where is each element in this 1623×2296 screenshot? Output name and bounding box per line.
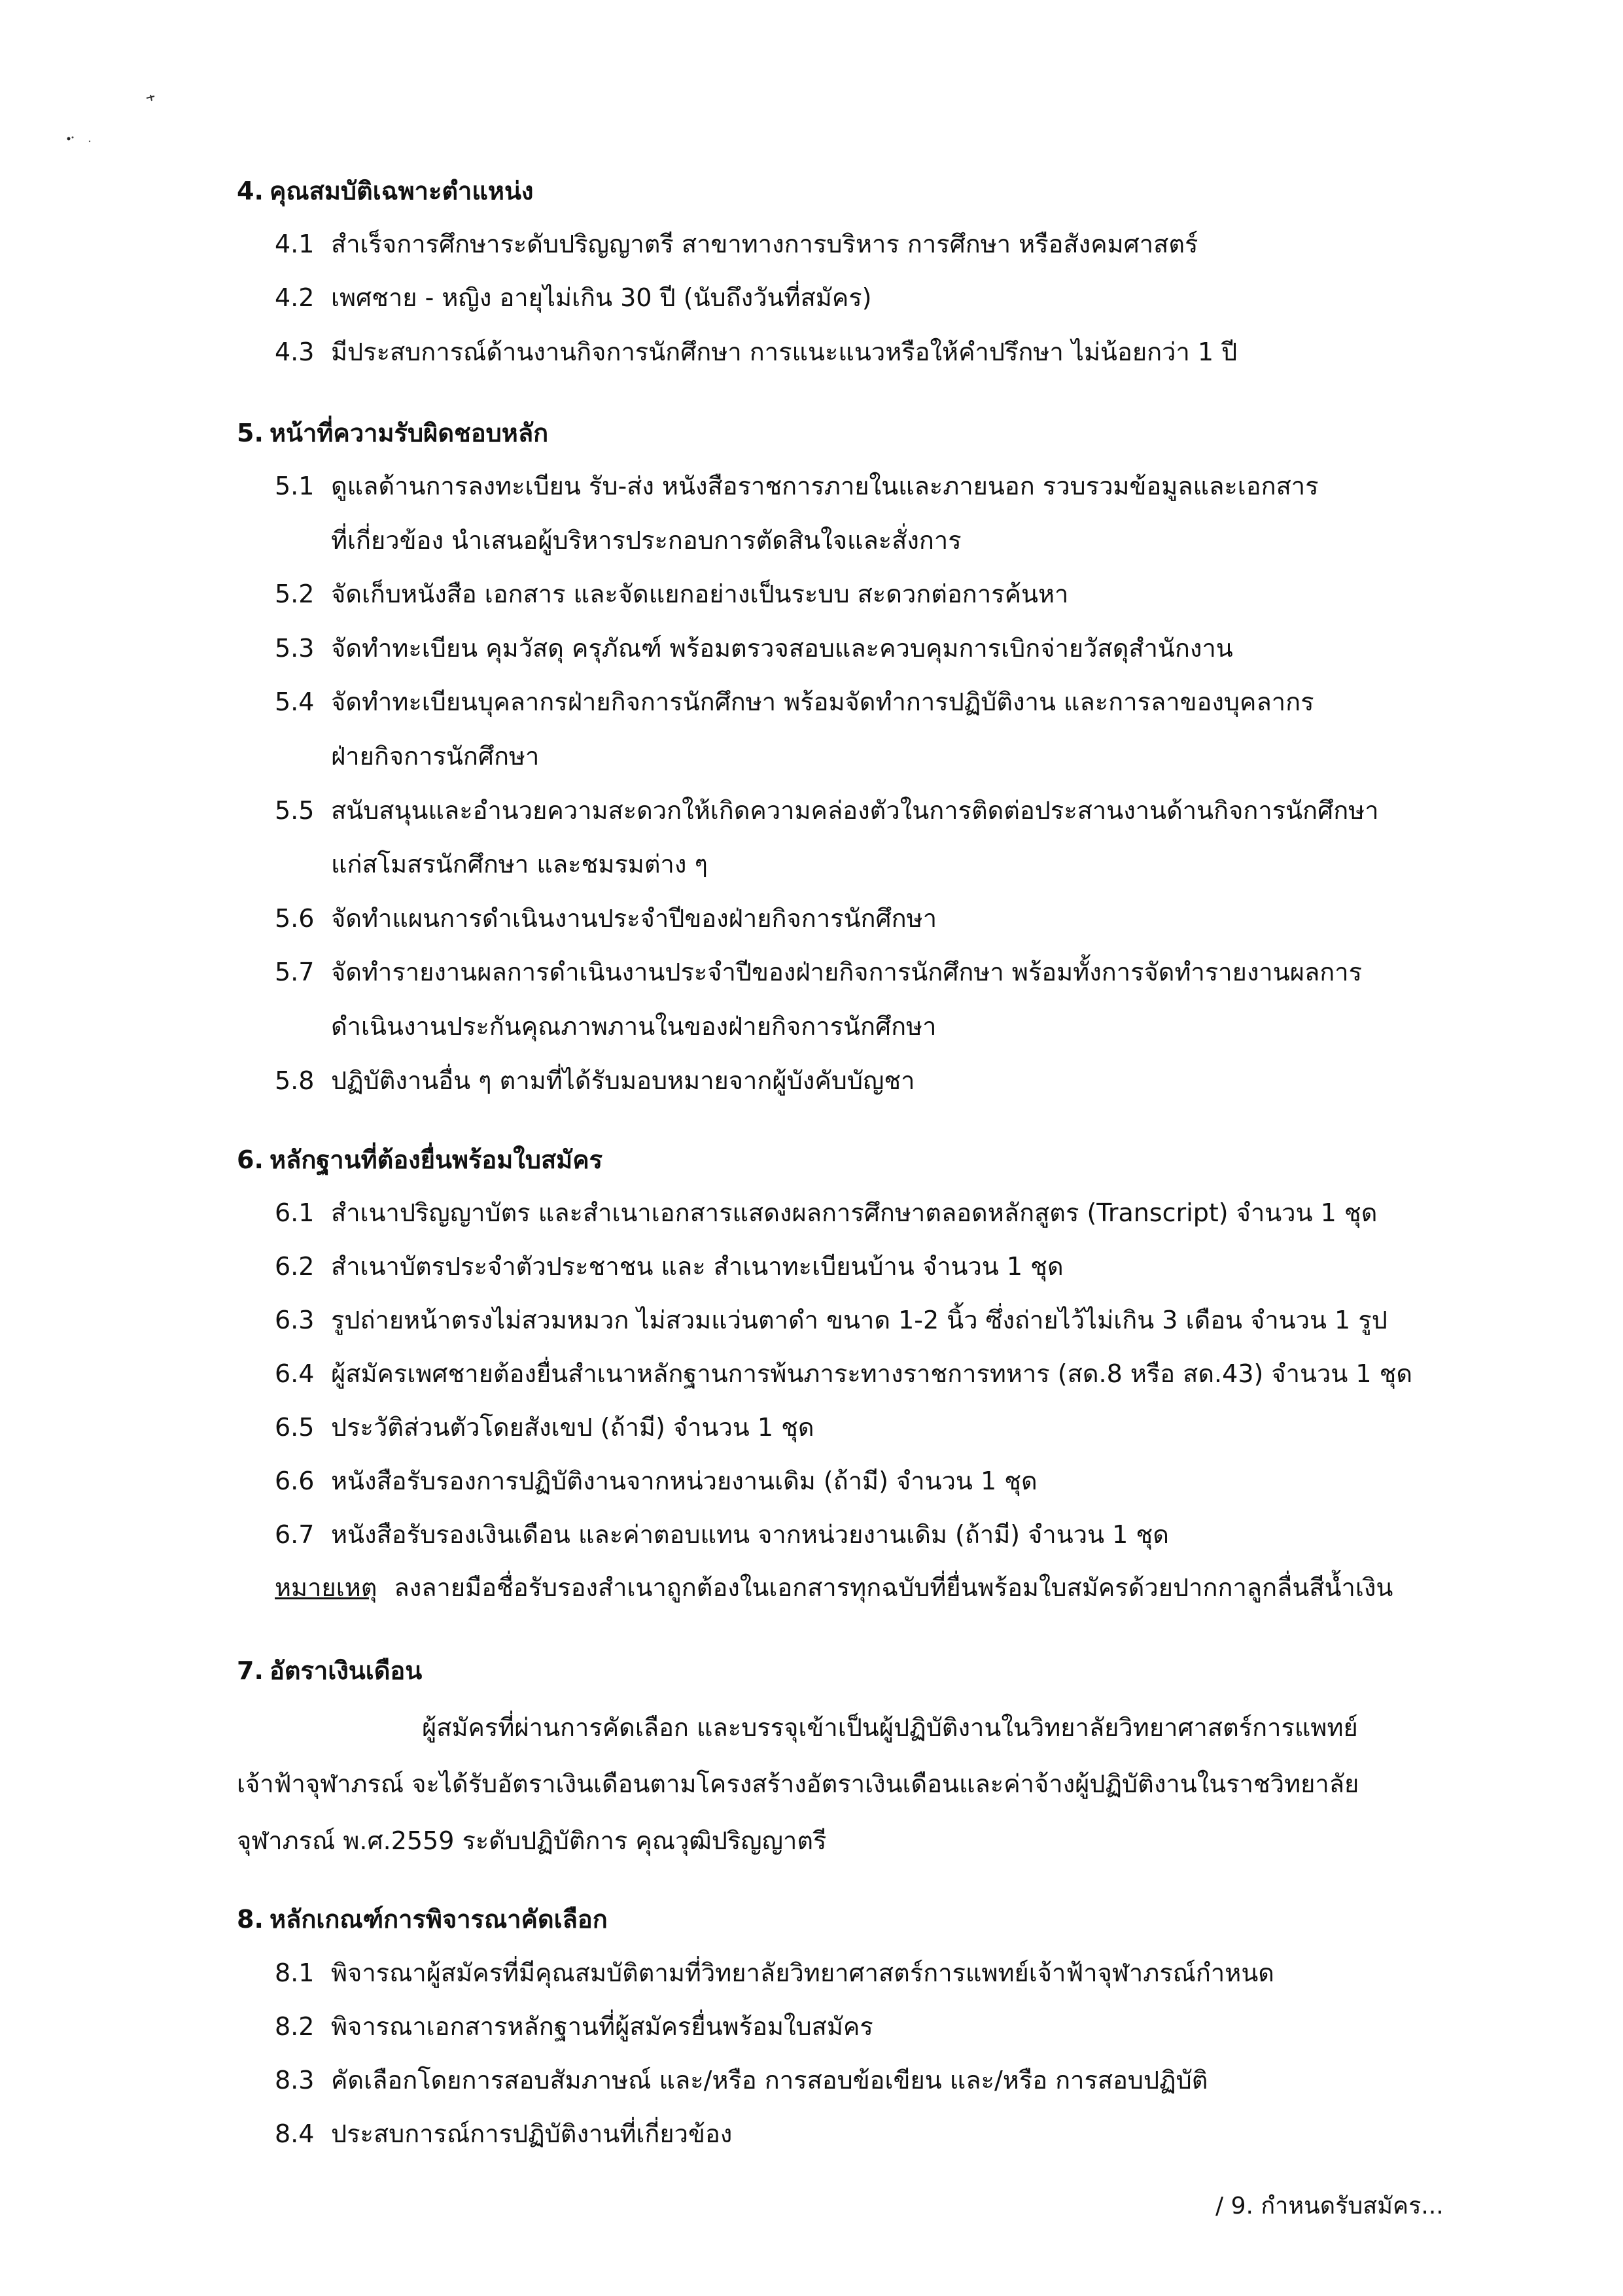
list-item bbox=[275, 2061, 1208, 2100]
section-number: 7. bbox=[237, 1656, 264, 1685]
item-number: 6.2 bbox=[275, 1252, 315, 1281]
item-number: 4.1 bbox=[275, 230, 315, 258]
section-4-heading bbox=[237, 171, 533, 211]
item-continuation bbox=[331, 737, 539, 776]
paragraph-text: ผู้สมัครที่ผ่านการคัดเลือก และบรรจุเข้าเป็นผู้ปฏิบัติงานในวิทยาลัยวิทยาศาสตร์การแพทย์ bbox=[422, 1713, 1358, 1742]
list-item bbox=[275, 1061, 915, 1100]
item-text: ฝ่ายกิจการนักศึกษา bbox=[331, 742, 540, 771]
item-continuation bbox=[331, 844, 708, 884]
list-item bbox=[275, 1247, 1064, 1286]
item-number: 5.1 bbox=[275, 472, 315, 500]
item-text: เพศชาย - หญิง อายุไม่เกิน 30 ปี (นับถึงวันที่สมัคร) bbox=[331, 283, 872, 312]
list-item bbox=[275, 332, 1237, 372]
item-text: จัดทำทะเบียน คุมวัสดุ ครุภัณฑ์ พร้อมตรวจสอบและควบคุมการเบิกจ่ายวัสดุสำนักงาน bbox=[331, 634, 1233, 663]
item-number: 8.3 bbox=[275, 2066, 315, 2095]
item-number: 4.3 bbox=[275, 338, 315, 366]
item-number: 5.5 bbox=[275, 796, 315, 825]
list-item bbox=[275, 1354, 1412, 1393]
item-text: สำเนาบัตรประจำตัวประชาชน และ สำเนาทะเบียนบ้าน จำนวน 1 ชุด bbox=[331, 1252, 1064, 1281]
item-text: ที่เกี่ยวข้อง นำเสนอผู้บริหารประกอบการตัดสินใจและสั่งการ bbox=[331, 526, 962, 555]
item-text: หนังสือรับรองการปฏิบัติงานจากหน่วยงานเดิม (ถ้ามี) จำนวน 1 ชุด bbox=[331, 1467, 1038, 1495]
list-item bbox=[275, 574, 1068, 614]
item-text: พิจารณาผู้สมัครที่มีคุณสมบัติตามที่วิทยาลัยวิทยาศาสตร์การแพทย์เจ้าฟ้าจุฬาภรณ์กำหนด bbox=[331, 1958, 1274, 1987]
paragraph-text: จุฬาภรณ์ พ.ศ.2559 ระดับปฏิบัติการ คุณวุฒิปริญญาตรี bbox=[237, 1826, 827, 1855]
list-item bbox=[275, 791, 1379, 830]
section-number: 5. bbox=[237, 419, 264, 447]
item-text: ดูแลด้านการลงทะเบียน รับ-ส่ง หนังสือราชการภายในและภายนอก รวบรวมข้อมูลและเอกสาร bbox=[331, 472, 1319, 500]
item-number: 5.3 bbox=[275, 634, 315, 663]
section-number: 8. bbox=[237, 1905, 264, 1934]
paragraph-line bbox=[422, 1708, 1358, 1747]
item-text: หนังสือรับรองเงินเดือน และค่าตอบแทน จากหน่วยงานเดิม (ถ้ามี) จำนวน 1 ชุด bbox=[331, 1520, 1169, 1549]
item-text: สนับสนุนและอำนวยความสะดวกให้เกิดความคล่องตัวในการติดต่อประสานงานด้านกิจการนักศึกษา bbox=[331, 796, 1379, 825]
note-line bbox=[275, 1568, 1393, 1607]
item-text: ผู้สมัครเพศชายต้องยื่นสำเนาหลักฐานการพ้นภาระทางราชการทหาร (สด.8 หรือ สด.43) จำนวน 1 ชุด bbox=[331, 1359, 1413, 1388]
section-5-heading bbox=[237, 413, 548, 453]
section-8-heading bbox=[237, 1900, 608, 1939]
list-item bbox=[275, 466, 1319, 506]
section-7-heading bbox=[237, 1651, 422, 1690]
item-number: 8.2 bbox=[275, 2012, 315, 2041]
item-continuation bbox=[331, 521, 962, 560]
item-number: 6.6 bbox=[275, 1467, 315, 1495]
item-text: จัดทำแผนการดำเนินงานประจำปีของฝ่ายกิจการนักศึกษา bbox=[331, 904, 937, 933]
list-item bbox=[275, 1193, 1377, 1232]
list-item bbox=[275, 952, 1362, 992]
section-title: หลักเกณฑ์การพิจารณาคัดเลือก bbox=[270, 1905, 608, 1934]
list-item bbox=[275, 1953, 1274, 1992]
section-title: หน้าที่ความรับผิดชอบหลัก bbox=[270, 419, 549, 447]
paragraph-line bbox=[237, 1764, 1359, 1803]
paragraph-text: เจ้าฟ้าจุฬาภรณ์ จะได้รับอัตราเงินเดือนตามโครงสร้างอัตราเงินเดือนและค่าจ้างผู้ปฏิบัติงานในราชวิทยาลัย bbox=[237, 1769, 1359, 1798]
list-item bbox=[275, 1408, 814, 1447]
item-number: 6.7 bbox=[275, 1520, 315, 1549]
item-text: รูปถ่ายหน้าตรงไม่สวมหมวก ไม่สวมแว่นตาดำ ขนาด 1-2 นิ้ว ซึ่งถ่ายไว้ไม่เกิน 3 เดือน จำนวน 1 รูป bbox=[331, 1306, 1387, 1334]
item-number: 6.5 bbox=[275, 1413, 315, 1442]
note-label: หมายเหตุ bbox=[275, 1573, 377, 1602]
item-number: 8.1 bbox=[275, 1958, 315, 1987]
item-text: ปฏิบัติงานอื่น ๆ ตามที่ได้รับมอบหมายจากผู้บังคับบัญชา bbox=[331, 1066, 915, 1095]
item-number: 5.6 bbox=[275, 904, 315, 933]
section-title: หลักฐานที่ต้องยื่นพร้อมใบสมัคร bbox=[270, 1145, 603, 1174]
item-text: คัดเลือกโดยการสอบสัมภาษณ์ และ/หรือ การสอบข้อเขียน และ/หรือ การสอบปฏิบัติ bbox=[331, 2066, 1208, 2095]
paragraph-line bbox=[237, 1821, 826, 1860]
item-text: จัดทำทะเบียนบุคลากรฝ่ายกิจการนักศึกษา พร้อมจัดทำการปฏิบัติงาน และการลาของบุคลากร bbox=[331, 687, 1314, 716]
item-text: ดำเนินงานประกันคุณภาพภานในของฝ่ายกิจการนักศึกษา bbox=[331, 1012, 937, 1041]
item-number: 6.3 bbox=[275, 1306, 315, 1334]
section-6-heading bbox=[237, 1140, 602, 1179]
item-number: 6.4 bbox=[275, 1359, 315, 1388]
scan-speck-top bbox=[145, 93, 158, 106]
list-item bbox=[275, 629, 1233, 668]
item-number: 5.4 bbox=[275, 687, 315, 716]
list-item bbox=[275, 224, 1198, 264]
item-text: พิจารณาเอกสารหลักฐานที่ผู้สมัครยื่นพร้อมใบสมัคร bbox=[331, 2012, 873, 2041]
item-number: 8.4 bbox=[275, 2119, 315, 2148]
section-title: คุณสมบัติเฉพาะตำแหน่ง bbox=[270, 177, 534, 205]
item-text: ประวัติส่วนตัวโดยสังเขป (ถ้ามี) จำนวน 1 ชุด bbox=[331, 1413, 814, 1442]
list-item bbox=[275, 1461, 1038, 1501]
item-text: มีประสบการณ์ด้านงานกิจการนักศึกษา การแนะแนวหรือให้คำปรึกษา ไม่น้อยกว่า 1 ปี bbox=[331, 338, 1238, 366]
item-continuation bbox=[331, 1007, 937, 1046]
list-item bbox=[275, 1515, 1169, 1554]
item-text: แก่สโมสรนักศึกษา และชมรมต่าง ๆ bbox=[331, 850, 708, 878]
item-text: สำเร็จการศึกษาระดับปริญญาตรี สาขาทางการบริหาร การศึกษา หรือสังคมศาสตร์ bbox=[331, 230, 1198, 258]
scan-speck-marks bbox=[62, 92, 141, 144]
item-number: 6.1 bbox=[275, 1198, 315, 1227]
list-item bbox=[275, 1300, 1387, 1340]
item-text: จัดทำรายงานผลการดำเนินงานประจำปีของฝ่ายกิจการนักศึกษา พร้อมทั้งการจัดทำรายงานผลการ bbox=[331, 958, 1363, 986]
item-text: ประสบการณ์การปฏิบัติงานที่เกี่ยวข้อง bbox=[331, 2119, 733, 2148]
item-number: 4.2 bbox=[275, 283, 315, 312]
page-continuation-footer: / 9. กำหนดรับสมัคร... bbox=[1215, 2193, 1444, 2219]
list-item bbox=[275, 899, 937, 938]
item-text: จัดเก็บหนังสือ เอกสาร และจัดแยกอย่างเป็นระบบ สะดวกต่อการค้นหา bbox=[331, 580, 1069, 608]
item-number: 5.2 bbox=[275, 580, 315, 608]
section-number: 4. bbox=[237, 177, 264, 205]
item-number: 5.8 bbox=[275, 1066, 315, 1095]
section-number: 6. bbox=[237, 1145, 264, 1174]
item-number: 5.7 bbox=[275, 958, 315, 986]
item-text: สำเนาปริญญาบัตร และสำเนาเอกสารแสดงผลการศึกษาตลอดหลักสูตร (Transcript) จำนวน 1 ชุด bbox=[331, 1198, 1378, 1227]
list-item bbox=[275, 2007, 873, 2046]
section-title: อัตราเงินเดือน bbox=[270, 1656, 423, 1685]
list-item bbox=[275, 278, 872, 317]
note-text: ลงลายมือชื่อรับรองสำเนาถูกต้องในเอกสารทุกฉบับที่ยื่นพร้อมใบสมัครด้วยปากกาลูกลื่นสีน้ำเงิน bbox=[394, 1573, 1393, 1602]
list-item bbox=[275, 2114, 732, 2153]
list-item bbox=[275, 682, 1314, 722]
